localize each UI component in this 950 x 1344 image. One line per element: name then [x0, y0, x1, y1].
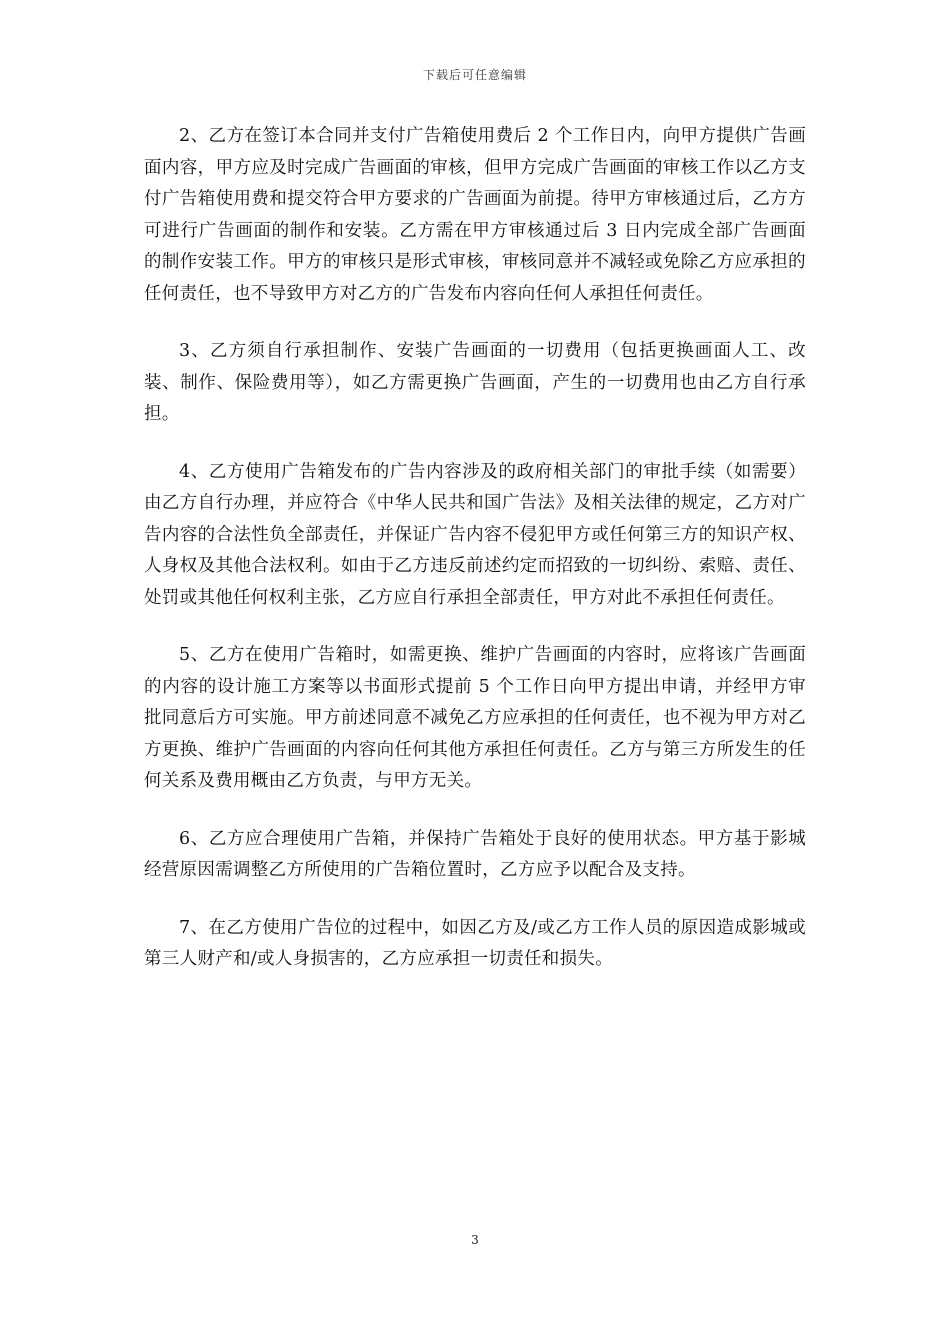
clause-2: 2、乙方在签订本合同并支付广告箱使用费后 2 个工作日内，向甲方提供广告画面内容，甲方应及时完成广告画面的审核，但甲方完成广告画面的审核工作以乙方支付广告箱使用费和提交符合甲方要求的广告画面为前提。待甲方审核通过后，乙方方可进行广告画面的制作和安装。乙方需在甲方审核通过后 3 日内完成全部广告画面的制作安装工作。甲方的审核只是形式审核，审核同意并不减轻或免除乙方应承担的任何责任，也不导致甲方对乙方的广告发布内容向任何人承担任何责任。 — [144, 126, 806, 304]
document-body — [144, 121, 806, 1002]
clause-3: 3、乙方须自行承担制作、安装广告画面的一切费用（包括更换画面人工、改装、制作、保险费用等），如乙方需更换广告画面，产生的一切费用也由乙方自行承担。 — [144, 341, 806, 424]
clause-4: 4、乙方使用广告箱发布的广告内容涉及的政府相关部门的审批手续（如需要）由乙方自行办理，并应符合《中华人民共和国广告法》及相关法律的规定，乙方对广告内容的合法性负全部责任，并保证广告内容不侵犯甲方或任何第三方的知识产权、人身权及其他合法权利。如由于乙方违反前述约定而招致的一切纠纷、索赔、责任、处罚或其他任何权利主张，乙方应自行承担全部责任，甲方对此不承担任何责任。 — [144, 461, 806, 608]
clause-5: 5、乙方在使用广告箱时，如需更换、维护广告画面的内容时，应将该广告画面的内容的设计施工方案等以书面形式提前 5 个工作日向甲方提出申请，并经甲方审批同意后方可实施。甲方前述同意不减免乙方应承担的任何责任，也不视为甲方对乙方更换、维护广告画面的内容向任何其他方承担任何责任。乙方与第三方所发生的任何关系及费用概由乙方负责，与甲方无关。 — [144, 645, 806, 791]
clause-6: 6、乙方应合理使用广告箱，并保持广告箱处于良好的使用状态。甲方基于影城经营原因需调整乙方所使用的广告箱位置时，乙方应予以配合及支持。 — [144, 828, 806, 880]
header-note: 下载后可任意编辑 — [422, 68, 527, 82]
page-number: 3 — [471, 1233, 479, 1247]
clause-7: 7、在乙方使用广告位的过程中，如因乙方及/或乙方工作人员的原因造成影城或第三人财产和/或人身损害的，乙方应承担一切责任和损失。 — [144, 917, 806, 969]
